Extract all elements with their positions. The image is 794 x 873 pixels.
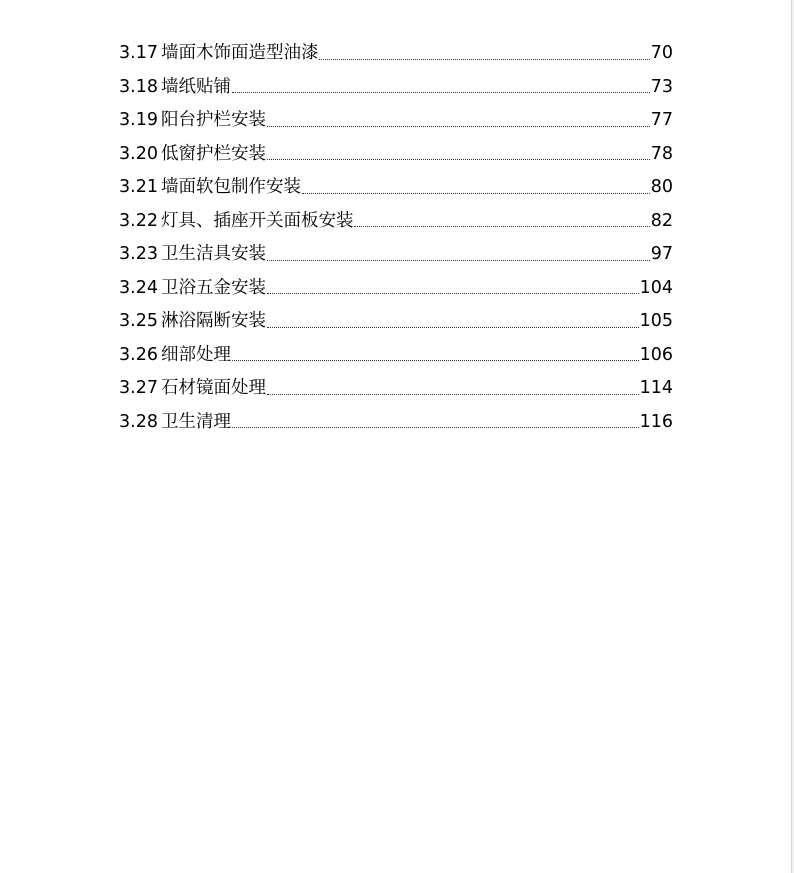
toc-entry-title: 灯具、插座开关面板安装 xyxy=(160,210,354,231)
toc-entry[interactable] xyxy=(119,339,673,373)
toc-dot-leader xyxy=(267,259,650,261)
toc-entry-number: 3.28 xyxy=(119,411,158,432)
toc-entry[interactable] xyxy=(119,238,673,272)
toc-dot-leader xyxy=(302,192,650,194)
toc-entry-page: 80 xyxy=(650,177,673,197)
toc-dot-leader xyxy=(267,326,639,328)
toc-entry-page: 97 xyxy=(650,244,673,264)
table-of-contents xyxy=(119,37,673,439)
toc-dot-leader xyxy=(267,292,639,294)
toc-entry-number: 3.24 xyxy=(119,277,158,298)
toc-entry-title: 阳台护栏安装 xyxy=(160,110,266,130)
toc-entry-page: 70 xyxy=(650,43,673,63)
toc-dot-leader xyxy=(267,158,650,160)
toc-entry[interactable] xyxy=(119,205,673,239)
toc-entry[interactable] xyxy=(119,104,673,138)
toc-entry-page: 82 xyxy=(650,210,673,231)
toc-entry-number: 3.26 xyxy=(119,344,158,365)
toc-dot-leader xyxy=(267,125,650,127)
toc-entry-title: 卫浴五金安装 xyxy=(160,277,266,298)
toc-entry[interactable] xyxy=(119,138,673,172)
toc-entry-number: 3.19 xyxy=(119,110,158,130)
toc-entry-number: 3.18 xyxy=(119,76,158,97)
toc-dot-leader xyxy=(232,426,639,428)
toc-entry-number: 3.22 xyxy=(119,210,158,231)
toc-dot-leader xyxy=(267,393,639,395)
toc-entry[interactable] xyxy=(119,171,673,205)
toc-entry-number: 3.21 xyxy=(119,177,158,197)
toc-entry[interactable] xyxy=(119,406,673,440)
toc-dot-leader xyxy=(354,225,649,227)
toc-entry-title: 卫生洁具安装 xyxy=(160,244,266,264)
toc-entry-title: 卫生清理 xyxy=(160,411,231,432)
toc-dot-leader xyxy=(232,91,650,93)
toc-entry-title: 墙面木饰面造型油漆 xyxy=(160,43,319,63)
toc-entry-page: 104 xyxy=(639,277,673,298)
toc-entry-title: 墙面软包制作安装 xyxy=(160,177,301,197)
toc-entry-number: 3.23 xyxy=(119,244,158,264)
toc-entry-page: 106 xyxy=(639,344,673,365)
toc-entry-page: 78 xyxy=(650,143,673,164)
toc-entry-page: 114 xyxy=(639,378,673,398)
toc-entry-number: 3.25 xyxy=(119,311,158,331)
toc-entry-page: 77 xyxy=(650,110,673,130)
toc-entry-page: 105 xyxy=(639,311,673,331)
toc-entry-number: 3.20 xyxy=(119,143,158,164)
toc-entry-title: 细部处理 xyxy=(160,344,231,365)
toc-entry[interactable] xyxy=(119,272,673,306)
toc-entry[interactable] xyxy=(119,37,673,71)
toc-entry-title: 低窗护栏安装 xyxy=(160,143,266,164)
toc-entry[interactable] xyxy=(119,372,673,406)
toc-dot-leader xyxy=(232,359,639,361)
toc-entry-number: 3.17 xyxy=(119,43,158,63)
toc-entry-title: 墙纸贴铺 xyxy=(160,76,231,97)
toc-dot-leader xyxy=(319,58,649,60)
toc-entry-title: 淋浴隔断安装 xyxy=(160,311,266,331)
toc-entry-page: 116 xyxy=(639,411,673,432)
toc-entry-number: 3.27 xyxy=(119,378,158,398)
toc-entry[interactable] xyxy=(119,305,673,339)
toc-entry-page: 73 xyxy=(650,76,673,97)
toc-entry[interactable] xyxy=(119,71,673,105)
toc-entry-title: 石材镜面处理 xyxy=(160,378,266,398)
